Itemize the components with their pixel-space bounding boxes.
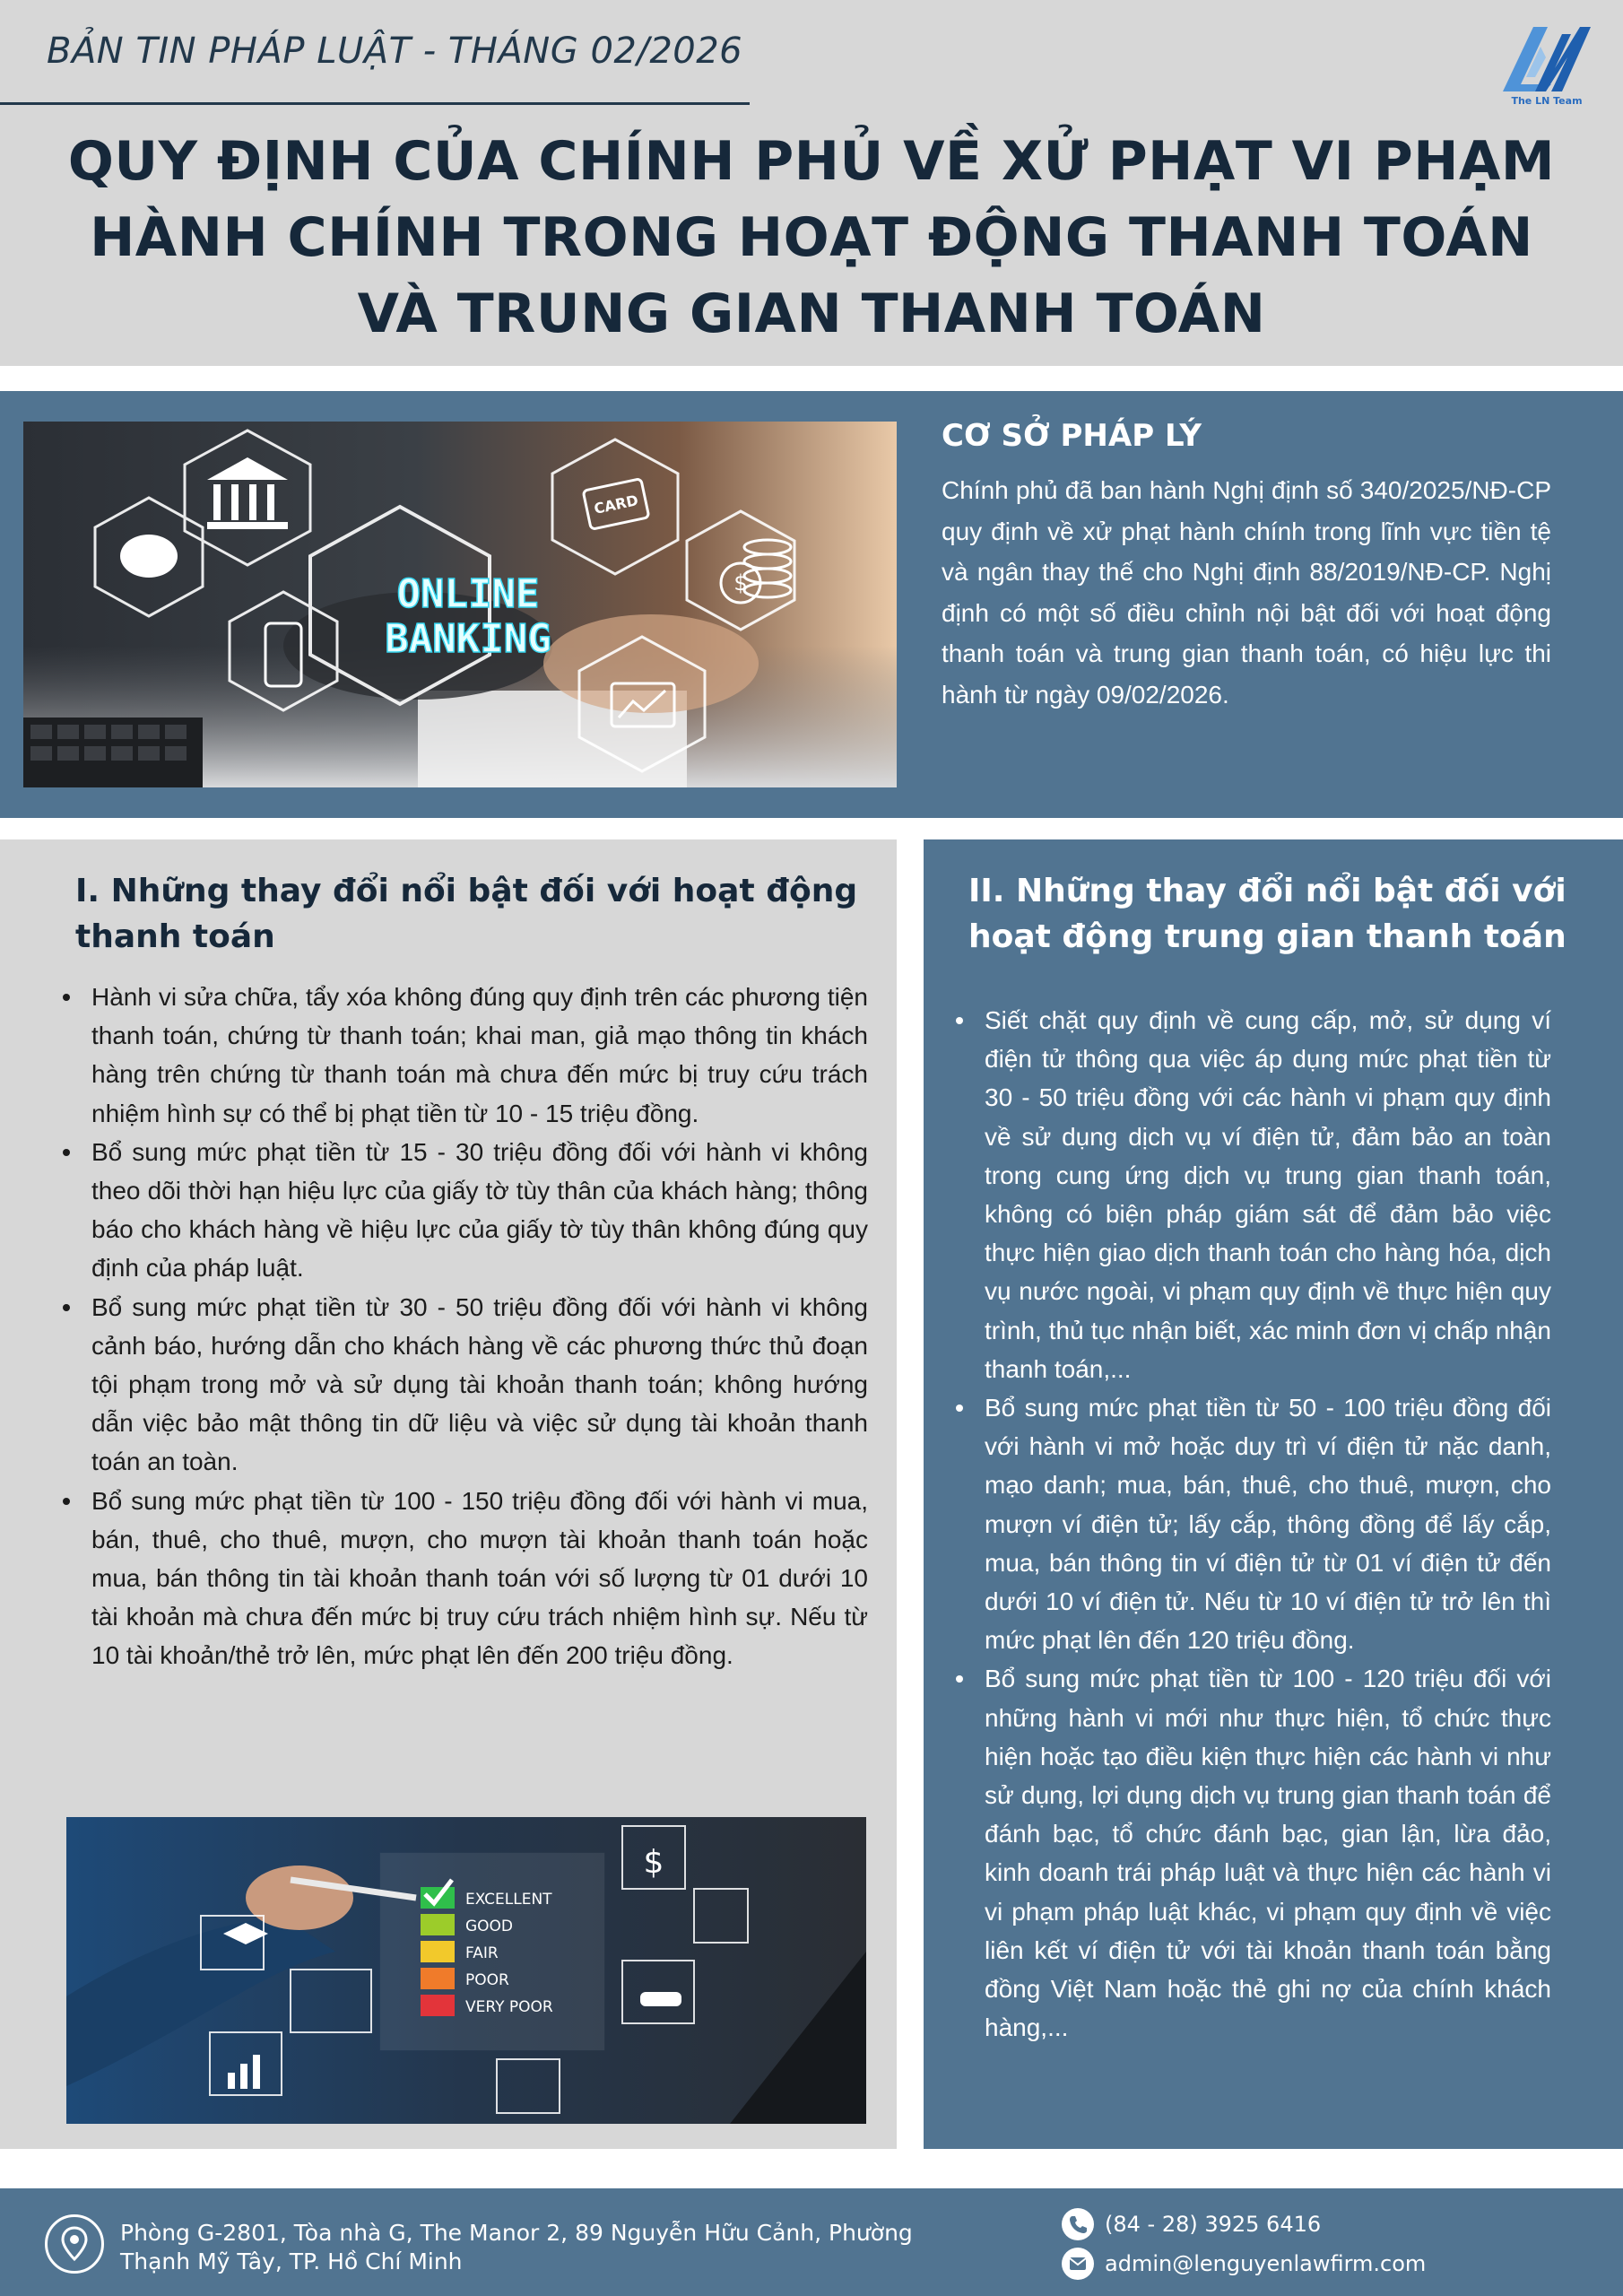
svg-text:$: $ xyxy=(733,570,748,596)
list-item: Bổ sung mức phạt tiền từ 50 - 100 triệu đồng đối với hành vi mở hoặc duy trì ví điện tử nặc danh, mạo danh; mua, bán, thuê, cho thuê, mượn, cho mượn ví điện tử; lấy cắp, thông đồng để lấy cắp, mua, bán thông tin ví điện tử từ 01 ví điện tử đến dưới 10 ví điện tử. Nếu từ 10 ví điện tử trở lên thì mức phạt lên đến 120 triệu đồng. xyxy=(947,1388,1551,1659)
email-icon xyxy=(1062,2248,1094,2280)
legal-basis-title: CƠ SỞ PHÁP LÝ xyxy=(942,418,1202,454)
list-item: Bổ sung mức phạt tiền từ 100 - 150 triệu đồng đối với hành vi mua, bán, thuê, cho thuê, mượn, cho mượn tài khoản thanh toán hoặc mua, bán thông tin tài khoản thanh toán với số lượng từ 01 dưới 10 tài khoản mà chưa đến mức bị truy cứu trách nhiệm hình sự. Nếu từ 10 tài khoản/thẻ trở lên, mức phạt lên đến 200 triệu đồng. xyxy=(54,1482,868,1675)
contact-email[interactable]: admin@lenguyenlawfirm.com xyxy=(1105,2251,1427,2276)
location-pin-icon xyxy=(45,2214,104,2274)
newsletter-kicker: BẢN TIN PHÁP LUẬT - THÁNG 02/2026 xyxy=(47,30,743,72)
list-item: Bổ sung mức phạt tiền từ 30 - 50 triệu đồng đối với hành vi không cảnh báo, hướng dẫn cho khách hàng về các phương thức thủ đoạn tội phạm trong mở và sử dụng tài khoản thanh toán; không hướng dẫn việc bảo mật thông tin dữ liệu và việc sử dụng tài khoản thanh toán an toàn. xyxy=(54,1288,868,1482)
title-line-1: QUY ĐỊNH CỦA CHÍNH PHỦ VỀ XỬ PHẠT VI PHẠM xyxy=(67,130,1556,193)
svg-text:$: $ xyxy=(643,1844,664,1881)
rating-good: GOOD xyxy=(465,1918,514,1935)
phone-icon xyxy=(1062,2208,1094,2240)
contact-phone[interactable]: (84 - 28) 3925 6416 xyxy=(1105,2212,1322,2237)
logo-caption: The LN Team xyxy=(1511,95,1583,107)
rating-poor: POOR xyxy=(465,1971,509,1989)
rating-very-poor: VERY POOR xyxy=(465,1998,553,2016)
list-item: Hành vi sửa chữa, tẩy xóa không đúng quy định trên các phương tiện thanh toán, chứng từ thanh toán; khai man, giả mạo thông tin khách hàng trên chứng từ thanh toán mà chưa đến mức bị truy cứu trách nhiệm hình sự có thể bị phạt tiền từ 10 - 15 triệu đồng. xyxy=(54,978,868,1133)
title-line-2: HÀNH CHÍNH TRONG HOẠT ĐỘNG THANH TOÁN xyxy=(90,206,1533,269)
list-item: Bổ sung mức phạt tiền từ 15 - 30 triệu đồng đối với hành vi không theo dõi thời hạn hiệu lực của giấy tờ tùy thân của khách hàng; thông báo cho khách hàng về hiệu lực của giấy tờ tùy thân không đúng quy định của pháp luật. xyxy=(54,1133,868,1288)
section-2-title: II. Những thay đổi nổi bật đối với hoạt động trung gian thanh toán xyxy=(968,873,1567,955)
section-1-list xyxy=(54,978,868,1675)
online-label: ONLINE xyxy=(396,571,540,617)
card-label: CARD xyxy=(592,491,640,517)
online-banking-image xyxy=(23,422,897,787)
legal-basis-text: Chính phủ đã ban hành Nghị định số 340/2025/NĐ-CP quy định về xử phạt hành chính trong lĩnh vực tiền tệ và ngân thay thế cho Nghị định 88/2019/NĐ-CP. Nghị định có một số điều chỉnh nội bật đối với hoạt động thanh toán và trung gian thanh toán, có hiệu lực thi hành từ ngày 09/02/2026. xyxy=(942,476,1551,709)
section-1-title: I. Những thay đổi nổi bật đối với hoạt động thanh toán xyxy=(75,873,858,955)
banking-label: BANKING xyxy=(385,616,551,662)
address-line-2: Thạnh Mỹ Tây, TP. Hồ Chí Minh xyxy=(120,2248,463,2274)
page-title xyxy=(54,124,1569,352)
list-item: Siết chặt quy định về cung cấp, mở, sử dụng ví điện tử thông qua việc áp dụng mức phạt tiền từ 30 - 50 triệu đồng với các hành vi phạm quy định về sử dụng dịch vụ ví điện tử, đảm bảo an toàn trong cung ứng dịch vụ trung gian thanh toán, không có biện pháp giám sát để đảm bảo việc thực hiện giao dịch thanh toán cho hàng hóa, dịch vụ nước ngoài, vi phạm quy định về thực hiện quy trình, thủ tục nhận biết, xác minh đơn vị chấp nhận thanh toán,... xyxy=(947,1001,1551,1388)
address-line-1: Phòng G-2801, Tòa nhà G, The Manor 2, 89 Nguyễn Hữu Cảnh, Phường xyxy=(120,2220,913,2246)
rating-fair: FAIR xyxy=(465,1944,499,1962)
rating-excellent: EXCELLENT xyxy=(465,1891,552,1909)
list-item: Bổ sung mức phạt tiền từ 100 - 120 triệu đối với những hành vi mới như thực hiện, tổ chức thực hiện hoặc tạo điều kiện thực hiện các hành vi như sử dụng, lợi dụng dịch vụ trung gian thanh toán để đánh bạc, tổ chức đánh bạc, gian lận, lừa đảo, kinh doanh trái pháp luật và thực hiện các hành vi vi phạm pháp luật khác, vi phạm quy định về việc liên kết ví điện tử với tài khoản thanh toán bằng đồng Việt Nam hoặc thẻ ghi nợ của chính khách hàng,... xyxy=(947,1659,1551,2047)
office-address xyxy=(120,2219,927,2276)
kicker-divider xyxy=(0,102,750,105)
title-line-3: VÀ TRUNG GIAN THANH TOÁN xyxy=(357,283,1266,345)
section-2-list xyxy=(947,1001,1551,2047)
credit-rating-image xyxy=(66,1817,866,2124)
